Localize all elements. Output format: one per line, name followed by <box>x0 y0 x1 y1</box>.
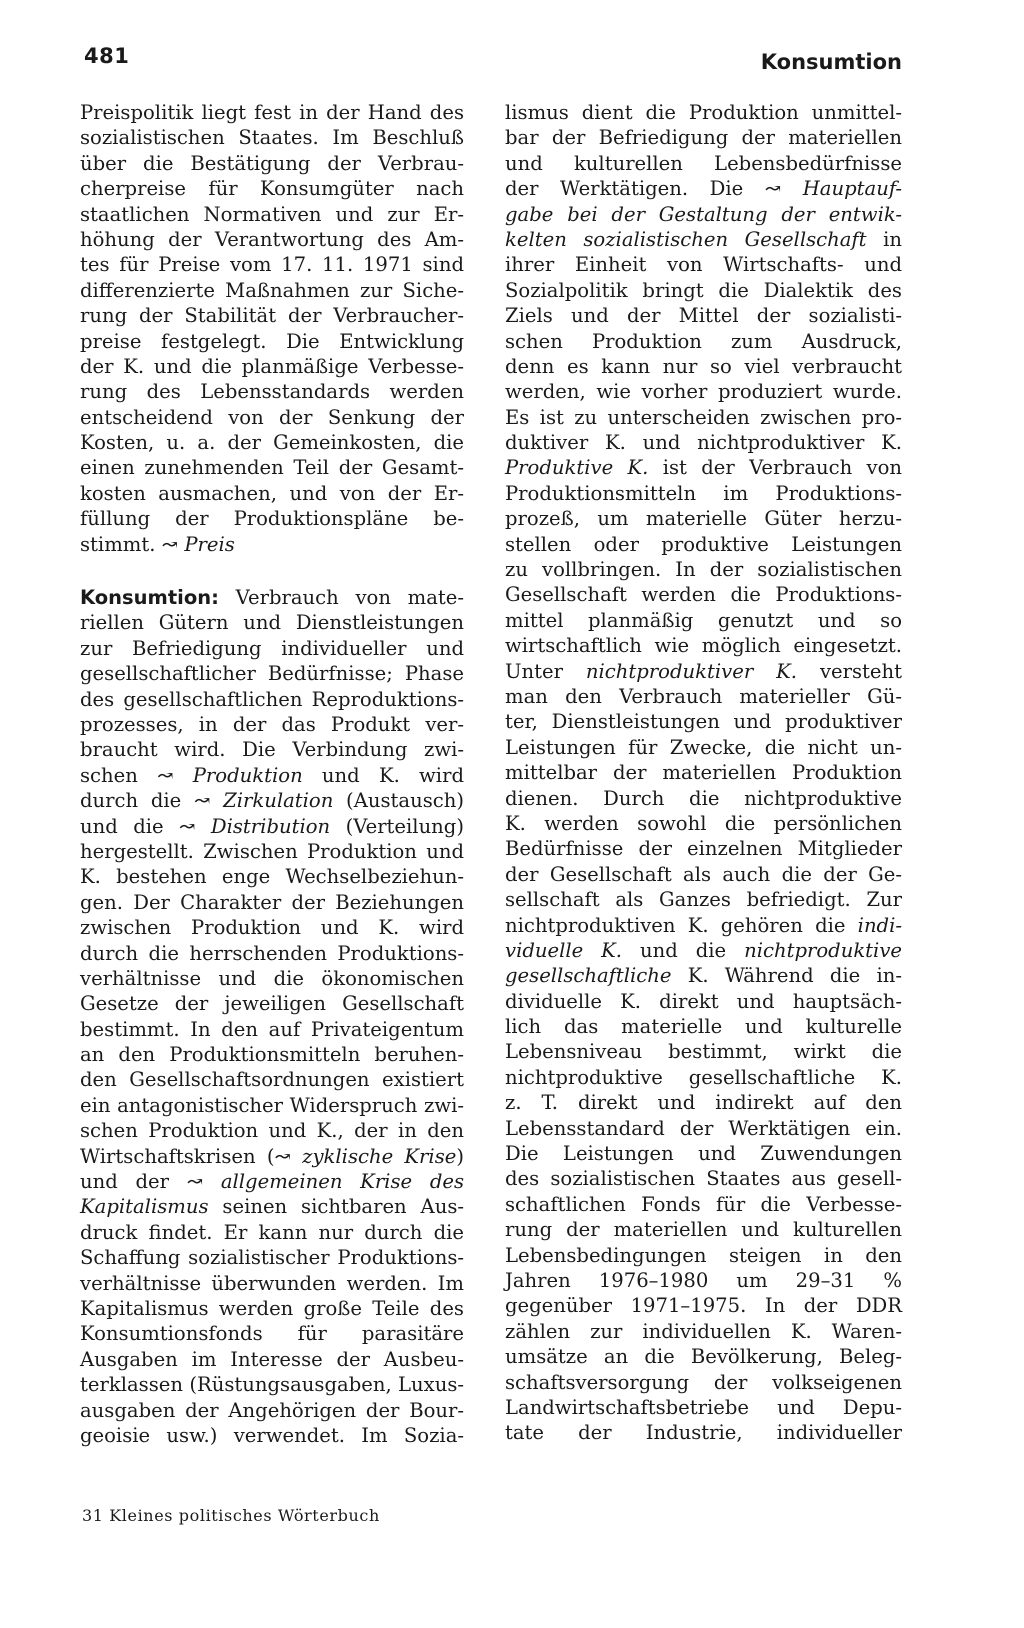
text-line <box>505 735 902 760</box>
line-text: Ausgaben im Interesse der Ausbeu- <box>80 1347 464 1371</box>
line-text: über die Bestätigung der Verbrau- <box>80 151 464 175</box>
text-line <box>80 1398 464 1423</box>
line-text: Unter <box>505 659 586 683</box>
text-line <box>80 1017 464 1042</box>
page-number: 481 <box>84 44 130 68</box>
line-text: Die Leistungen und Zuwendungen <box>505 1142 902 1166</box>
line-text: staatlichen Normativen und zur Er- <box>80 202 464 226</box>
text-line <box>505 125 902 150</box>
line-text: hergestellt. Zwischen Produktion und <box>80 839 464 863</box>
text-line <box>80 763 464 788</box>
text-line <box>80 202 464 227</box>
text-line <box>80 966 464 991</box>
text-line <box>80 712 464 737</box>
line-text: Ziels und der Mittel der sozialisti- <box>505 304 902 328</box>
cross-reference: Distribution <box>210 814 331 838</box>
line-text: K. werden sowohl die persönlichen <box>505 811 902 835</box>
text-line <box>505 1268 902 1293</box>
line-text: schen Produktion und K., der in den <box>80 1119 464 1143</box>
line-text: Gesellschaft werden die Produktions- <box>505 583 902 607</box>
line-text: gegenüber 1971–1975. In der DDR <box>505 1294 902 1318</box>
line-text: duktiver K. und nichtproduktiver K. <box>505 431 902 455</box>
line-text: ter, Dienstleistungen und produktiver <box>505 710 902 734</box>
text-line <box>80 1093 464 1118</box>
text-line <box>505 836 902 861</box>
line-text: Es ist zu unterscheiden zwischen pro- <box>505 405 902 429</box>
cross-reference: Hauptauf- <box>802 177 902 201</box>
text-line <box>80 1347 464 1372</box>
line-text: der Gesellschaft als auch die der Ge- <box>505 862 902 886</box>
line-text: Lebensstandard der Werktätigen ein. <box>505 1116 902 1140</box>
text-line <box>80 430 464 455</box>
line-text: rung des Lebensstandards werden <box>80 380 464 404</box>
text-line <box>80 610 464 635</box>
line-text: man den Verbrauch materieller Gü- <box>505 684 902 708</box>
line-text: durch die herrschenden Produktions- <box>80 941 464 965</box>
line-text: Leistungen für Zwecke, die nicht un- <box>505 735 902 759</box>
line-text: bar der Befriedigung der materiellen <box>505 126 902 150</box>
text-line <box>80 329 464 354</box>
text-line <box>505 303 902 328</box>
text-line <box>505 913 902 938</box>
text-line <box>80 1271 464 1296</box>
line-text: Kapitalismus werden große Teile des <box>80 1296 464 1320</box>
line-text: seinen sichtbaren Aus- <box>208 1195 464 1219</box>
text-line <box>505 862 902 887</box>
line-text: bestimmt. In den auf Privateigentum <box>80 1017 464 1041</box>
line-text: in <box>866 227 902 251</box>
text-line <box>80 506 464 531</box>
cross-reference: nichtproduktive <box>744 938 902 962</box>
line-text: gen. Der Charakter der Beziehungen <box>80 890 464 914</box>
line-text: und die ↝ <box>80 814 211 838</box>
line-text: verhältnisse überwunden werden. Im <box>80 1271 464 1295</box>
cross-reference: gesellschaftliche <box>505 964 672 988</box>
text-line <box>505 938 902 963</box>
line-text: ausgaben der Angehörigen der Bour- <box>80 1398 464 1422</box>
text-line <box>80 1296 464 1321</box>
line-text: verhältnisse und die ökonomischen <box>80 966 464 990</box>
text-line <box>80 687 464 712</box>
text-line <box>80 405 464 430</box>
cross-reference: indi- <box>857 913 902 937</box>
line-text: Lebensniveau bestimmt, wirkt die <box>505 1040 902 1064</box>
line-text: schaftlichen Fonds für die Verbesse- <box>505 1192 902 1216</box>
cross-reference: viduelle K. <box>505 938 623 962</box>
line-text: (Verteilung) <box>330 814 464 838</box>
line-text: des sozialistischen Staates aus gesell- <box>505 1167 902 1191</box>
line-text: prozeß, um materielle Güter herzu- <box>505 507 902 531</box>
line-text: und die <box>622 938 745 962</box>
text-line <box>80 227 464 252</box>
text-line <box>80 1220 464 1245</box>
line-text: füllung der Produktionspläne be- <box>80 507 464 531</box>
line-text: Preispolitik liegt fest in der Hand des <box>80 101 464 124</box>
text-line <box>505 1014 902 1039</box>
text-line <box>80 941 464 966</box>
line-text: Jahren 1976–1980 um 29–31 % <box>505 1268 902 1292</box>
text-line <box>80 1423 464 1448</box>
text-line <box>505 151 902 176</box>
text-line <box>80 379 464 404</box>
line-text: stimmt. ↝ <box>80 532 185 556</box>
line-text: geoisie usw.) verwendet. Im Sozia- <box>80 1423 464 1447</box>
footer-signature: 31 Kleines politisches Wörterbuch <box>82 1506 380 1525</box>
cross-reference: Kapitalismus <box>80 1195 209 1219</box>
text-line <box>505 963 902 988</box>
line-text: (Austausch) <box>333 789 464 813</box>
line-text: der Werktätigen. Die ↝ <box>505 177 803 201</box>
line-text: versteht <box>797 659 902 683</box>
line-text: lismus dient die Produktion unmittel- <box>505 101 902 124</box>
line-text: des gesellschaftlichen Reproduktions- <box>80 687 464 711</box>
text-line <box>505 252 902 277</box>
text-line <box>80 1067 464 1092</box>
text-line <box>80 481 464 506</box>
line-text: differenzierte Maßnahmen zur Siche- <box>80 278 464 302</box>
line-text: terklassen (Rüstungsausgaben, Luxus- <box>80 1373 464 1397</box>
text-line <box>505 887 902 912</box>
text-line <box>80 303 464 328</box>
line-text: cherpreise für Konsumgüter nach <box>80 177 464 201</box>
text-line <box>80 1118 464 1143</box>
text-line <box>505 1395 902 1420</box>
cross-reference: Preis <box>184 532 235 556</box>
line-text: rung der Stabilität der Verbraucher- <box>80 304 464 328</box>
text-line <box>505 659 902 684</box>
text-line <box>505 481 902 506</box>
cross-reference: Produktion <box>192 763 303 787</box>
text-line <box>80 1321 464 1346</box>
text-line <box>505 684 902 709</box>
text-line <box>505 100 902 125</box>
left-column <box>80 100 464 1448</box>
line-text: mittelbar der materiellen Produktion <box>505 761 902 785</box>
line-text: an den Produktionsmitteln beruhen- <box>80 1043 464 1067</box>
text-line <box>505 1243 902 1268</box>
cross-reference: kelten sozialistischen Gesellschaft <box>505 227 867 251</box>
line-text: Konsumtionsfonds für parasitäre <box>80 1322 464 1346</box>
cross-reference: Zirkulation <box>223 789 334 813</box>
paragraph-gap <box>80 557 464 585</box>
text-line <box>80 354 464 379</box>
text-line <box>505 329 902 354</box>
text-line <box>505 354 902 379</box>
cross-reference: Produktive K. <box>505 456 649 480</box>
line-text: dividuelle K. direkt und hauptsäch- <box>505 989 902 1013</box>
right-column <box>505 100 902 1446</box>
line-text: preise festgelegt. Die Entwicklung <box>80 329 464 353</box>
line-text: wirtschaftlich wie möglich eingesetzt. <box>505 634 902 658</box>
text-line <box>505 1039 902 1064</box>
line-text: dienen. Durch die nichtproduktive <box>505 786 902 810</box>
text-line <box>505 1141 902 1166</box>
line-text: Bedürfnisse der einzelnen Mitglieder <box>505 837 902 861</box>
text-line <box>505 1192 902 1217</box>
text-line <box>505 379 902 404</box>
text-line <box>80 991 464 1016</box>
line-text: mittel planmäßig genutzt und so <box>505 608 902 632</box>
text-line <box>80 151 464 176</box>
line-text: Schaffung sozialistischer Produktions- <box>80 1246 464 1270</box>
line-text: höhung der Verantwortung des Am- <box>80 227 464 251</box>
line-text: durch die ↝ <box>80 789 224 813</box>
line-text: und kulturellen Lebensbedürfnisse <box>505 151 902 175</box>
line-text: Sozialpolitik bringt die Dialektik des <box>505 278 902 302</box>
line-text: entscheidend von der Senkung der <box>80 405 464 429</box>
line-text: riellen Gütern und Dienstleistungen <box>80 611 464 635</box>
text-line <box>80 1042 464 1067</box>
text-line <box>80 864 464 889</box>
text-line <box>80 890 464 915</box>
line-text: tate der Industrie, individueller <box>505 1421 902 1445</box>
line-text: schen Produktion zum Ausdruck, <box>505 329 902 353</box>
text-line <box>80 532 464 557</box>
line-text: Wirtschaftskrisen (↝ <box>80 1144 303 1168</box>
text-line <box>505 709 902 734</box>
text-line <box>80 915 464 940</box>
text-line <box>505 1319 902 1344</box>
text-line <box>505 1090 902 1115</box>
line-text: gesellschaftlicher Bedürfnisse; Phase <box>80 662 464 686</box>
text-line <box>505 608 902 633</box>
line-text: z. T. direkt und indirekt auf den <box>505 1091 902 1115</box>
text-line <box>505 557 902 582</box>
text-line <box>80 737 464 762</box>
text-line <box>80 278 464 303</box>
text-line <box>80 176 464 201</box>
line-text: und K. wird <box>302 763 464 787</box>
cross-reference: zyklische Krise <box>302 1144 457 1168</box>
text-line <box>80 839 464 864</box>
line-text: Landwirtschaftsbetriebe und Depu- <box>505 1395 902 1419</box>
text-line <box>505 1217 902 1242</box>
line-text: ihrer Einheit von Wirtschafts- und <box>505 253 902 277</box>
cross-reference: gabe bei der Gestaltung der entwik- <box>505 202 902 226</box>
text-line <box>80 1169 464 1194</box>
line-text: sellschaft als Ganzes befriedigt. Zur <box>505 888 902 912</box>
text-line <box>505 1344 902 1369</box>
line-text: Lebensbedingungen steigen in den <box>505 1243 902 1267</box>
line-text: Produktionsmitteln im Produktions- <box>505 481 902 505</box>
line-text: sozialistischen Staates. Im Beschluß <box>80 126 464 150</box>
text-line <box>505 989 902 1014</box>
text-line <box>505 786 902 811</box>
text-line <box>505 405 902 430</box>
line-text: einen zunehmenden Teil der Gesamt- <box>80 456 464 480</box>
text-line <box>505 1116 902 1141</box>
line-text: lich das materielle und kulturelle <box>505 1015 902 1039</box>
line-text: werden, wie vorher produziert wurde. <box>505 380 902 404</box>
text-line <box>505 1166 902 1191</box>
cross-reference: nichtproduktiver K. <box>585 659 797 683</box>
text-line <box>505 455 902 480</box>
text-line <box>505 1420 902 1445</box>
line-text: ein antagonistischer Widerspruch zwi- <box>80 1093 464 1117</box>
text-line <box>80 661 464 686</box>
text-line <box>505 202 902 227</box>
line-text: und der ↝ <box>80 1170 221 1194</box>
line-text: der K. und die planmäßige Verbesse- <box>80 354 464 378</box>
line-text: ) <box>456 1144 464 1168</box>
line-text: braucht wird. Die Verbindung zwi- <box>80 738 464 762</box>
text-line <box>505 227 902 252</box>
line-text: kosten ausmachen, und von der Er- <box>80 481 464 505</box>
text-line <box>505 1370 902 1395</box>
text-line <box>80 252 464 277</box>
text-line <box>80 100 464 125</box>
line-text: schen ↝ <box>80 763 193 787</box>
line-text: Kosten, u. a. der Gemeinkosten, die <box>80 431 464 455</box>
entry-headword: Konsumtion: <box>80 586 219 610</box>
line-text: stellen oder produktive Leistungen <box>505 532 902 556</box>
text-line <box>505 760 902 785</box>
text-line <box>505 1065 902 1090</box>
text-line <box>80 1372 464 1397</box>
text-line <box>80 788 464 813</box>
line-text: druck findet. Er kann nur durch die <box>80 1220 464 1244</box>
cross-reference: allgemeinen Krise des <box>220 1170 465 1194</box>
text-line <box>505 1293 902 1318</box>
line-text: Verbrauch von mate- <box>218 586 464 610</box>
text-line <box>80 455 464 480</box>
line-text: zwischen Produktion und K. wird <box>80 916 464 940</box>
running-head: Konsumtion <box>760 50 902 74</box>
line-text: zur Befriedigung individueller und <box>80 636 464 660</box>
text-line <box>80 1144 464 1169</box>
text-line <box>80 585 464 610</box>
text-line <box>505 811 902 836</box>
text-line <box>505 430 902 455</box>
line-text: K. bestehen enge Wechselbeziehun- <box>80 865 464 889</box>
line-text: nichtproduktiven K. gehören die <box>505 913 858 937</box>
line-text: zählen zur individuellen K. Waren- <box>505 1319 902 1343</box>
text-line <box>80 814 464 839</box>
text-line <box>505 582 902 607</box>
text-line <box>505 633 902 658</box>
line-text: denn es kann nur so viel verbraucht <box>505 354 902 378</box>
text-line <box>505 532 902 557</box>
text-line <box>505 278 902 303</box>
line-text: nichtproduktive gesellschaftliche K. <box>505 1065 902 1089</box>
line-text: den Gesellschaftsordnungen existiert <box>80 1068 464 1092</box>
text-line <box>505 176 902 201</box>
line-text: prozesses, in der das Produkt ver- <box>80 712 464 736</box>
line-text: zu vollbringen. In der sozialistischen <box>505 558 902 582</box>
text-line <box>80 1245 464 1270</box>
line-text: schaftsversorgung der volkseigenen <box>505 1370 902 1394</box>
text-line <box>505 506 902 531</box>
line-text: tes für Preise vom 17. 11. 1971 sind <box>80 253 464 277</box>
line-text: ist der Verbrauch von <box>648 456 903 480</box>
text-line <box>80 125 464 150</box>
text-line <box>80 1194 464 1219</box>
text-line <box>80 636 464 661</box>
line-text: rung der materiellen und kulturellen <box>505 1218 902 1242</box>
line-text: umsätze an die Bevölkerung, Beleg- <box>505 1345 902 1369</box>
line-text: K. Während die in- <box>671 964 902 988</box>
line-text: Gesetze der jeweiligen Gesellschaft <box>80 992 464 1016</box>
